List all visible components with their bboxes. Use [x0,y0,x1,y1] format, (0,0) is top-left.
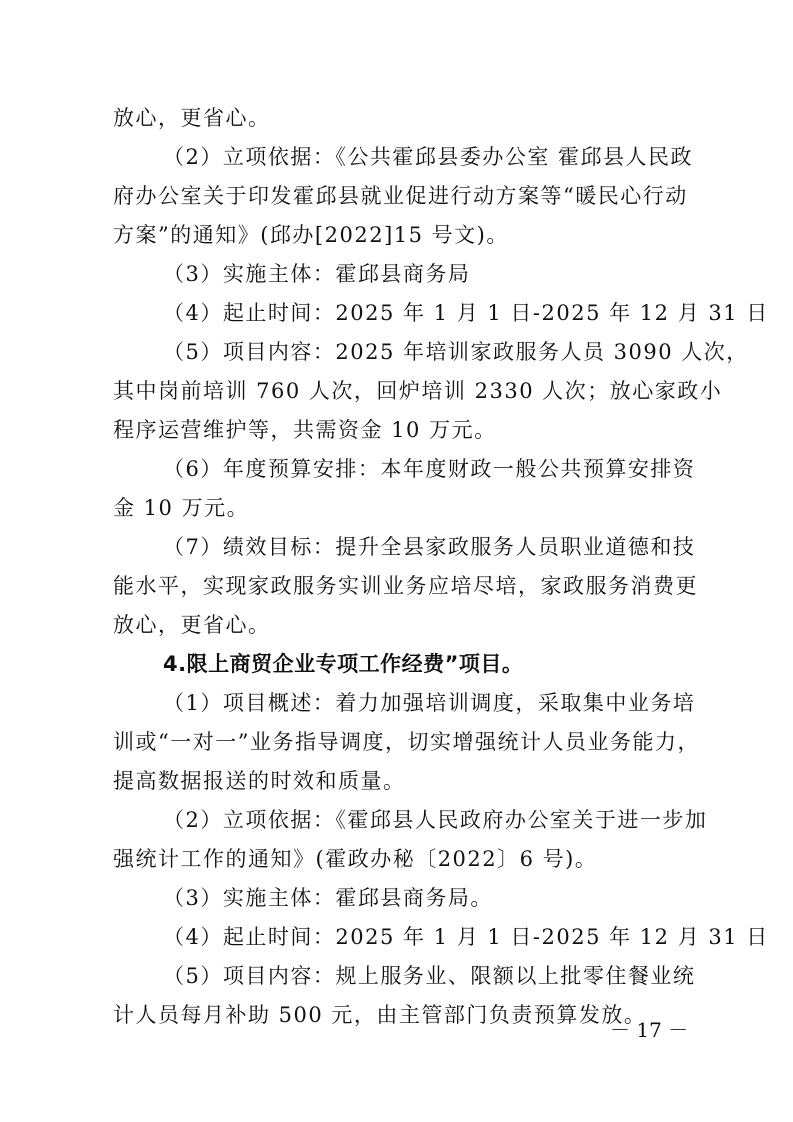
paragraph-line: （1）项目概述：着力加强培训调度，采取集中业务培 [163,691,696,715]
paragraph-line: 强统计工作的通知》(霍政办秘〔2022〕6 号)。 [113,847,598,871]
paragraph-line: 府办公室关于印发霍邱县就业促进行动方案等“暖民心行动 [113,184,688,208]
paragraph-line: （2）立项依据：《公共霍邱县委办公室 霍邱县人民政 [163,145,694,169]
paragraph-line: （4）起止时间：2025 年 1 月 1 日-2025 年 12 月 31 日 [163,301,769,325]
paragraph-line: 金 10 万元。 [113,496,250,520]
section-heading: 4.限上商贸企业专项工作经费”项目。 [163,652,524,676]
paragraph-line: （2）立项依据：《霍邱县人民政府办公室关于进一步加 [163,808,708,832]
paragraph-line: 放心，更省心。 [113,106,271,130]
paragraph-line: 方案”的通知》(邱办[2022]15 号文)。 [113,223,509,247]
paragraph-line: 提高数据报送的时效和质量。 [113,769,406,793]
page-number: － 17 － [610,1018,689,1042]
paragraph-line: 能水平，实现家政服务实训业务应培尽培，家政服务消费更 [113,574,698,598]
paragraph-line: （3）实施主体：霍邱县商务局。 [163,886,493,910]
paragraph-line: 计人员每月补助 500 元，由主管部门负责预算发放。 [113,1003,647,1027]
paragraph-line: （4）起止时间：2025 年 1 月 1 日-2025 年 12 月 31 日 [163,925,769,949]
paragraph-line: （5）项目内容：2025 年培训家政服务人员 3090 人次， [163,340,749,364]
paragraph-line: （6）年度预算安排：本年度财政一般公共预算安排资 [163,457,696,481]
paragraph-line: （5）项目内容：规上服务业、限额以上批零住餐业统 [163,964,696,988]
paragraph-line: 放心，更省心。 [113,613,271,637]
paragraph-line: 训或“一对一”业务指导调度，切实增强统计人员业务能力， [113,730,700,754]
paragraph-line: 其中岗前培训 760 人次，回炉培训 2330 人次；放心家政小 [113,379,723,403]
paragraph-line: 程序运营维护等，共需资金 10 万元。 [113,418,497,442]
paragraph-line: （7）绩效目标：提升全县家政服务人员职业道德和技 [163,535,696,559]
paragraph-line: （3）实施主体：霍邱县商务局 [163,262,471,286]
